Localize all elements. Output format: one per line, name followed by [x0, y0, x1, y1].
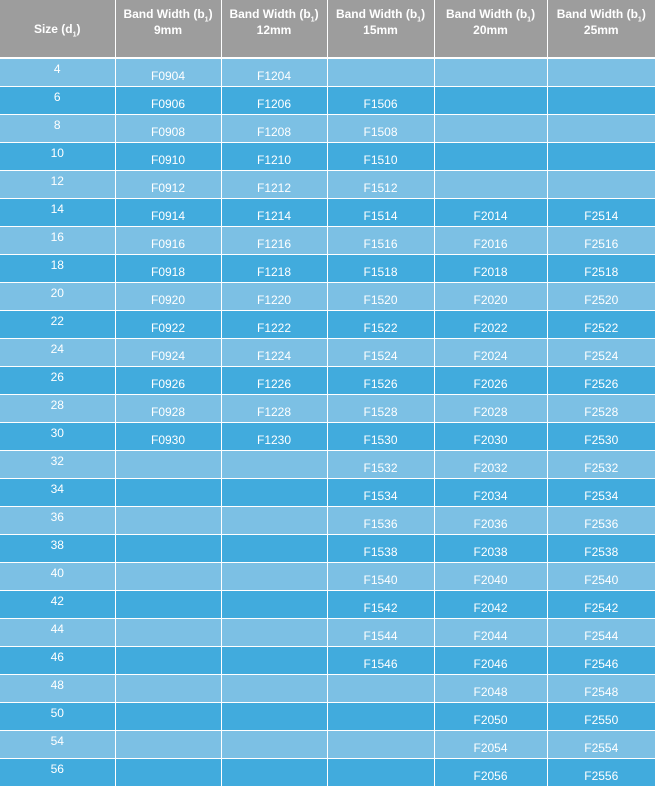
part-code-cell: F2526 [547, 367, 655, 395]
part-code-cell: F2048 [434, 675, 547, 703]
part-code-cell: F1534 [327, 479, 434, 507]
part-code-cell [115, 563, 221, 591]
part-code-cell: F2028 [434, 395, 547, 423]
part-code-cell: F2546 [547, 647, 655, 675]
part-code-cell: F1536 [327, 507, 434, 535]
table-row [0, 87, 655, 115]
part-code-cell: F2522 [547, 311, 655, 339]
part-code-cell: F2038 [434, 535, 547, 563]
part-code-cell [434, 143, 547, 171]
part-code-cell: F0904 [115, 59, 221, 87]
size-cell: 6 [0, 87, 115, 115]
part-code-cell [115, 591, 221, 619]
size-cell: 50 [0, 703, 115, 731]
size-cell: 40 [0, 563, 115, 591]
part-code-cell: F0922 [115, 311, 221, 339]
table-row [0, 367, 655, 395]
part-code-cell: F1224 [221, 339, 327, 367]
part-code-cell: F0916 [115, 227, 221, 255]
part-code-cell: F2548 [547, 675, 655, 703]
size-cell: 16 [0, 227, 115, 255]
part-code-cell [221, 563, 327, 591]
part-code-cell: F1228 [221, 395, 327, 423]
part-code-cell: F2026 [434, 367, 547, 395]
part-code-cell: F1512 [327, 171, 434, 199]
part-code-cell: F2556 [547, 759, 655, 787]
band-width-header-12mm: Band Width $(b_1)$ 12mm [221, 0, 327, 57]
part-code-cell: F2540 [547, 563, 655, 591]
part-code-cell [115, 479, 221, 507]
part-code-cell: F2034 [434, 479, 547, 507]
size-cell: 48 [0, 675, 115, 703]
part-code-cell [327, 703, 434, 731]
part-code-cell: F2036 [434, 507, 547, 535]
size-cell: 56 [0, 759, 115, 787]
size-cell: 28 [0, 395, 115, 423]
part-code-cell [115, 535, 221, 563]
table-row [0, 703, 655, 731]
part-code-cell [221, 675, 327, 703]
table-row [0, 731, 655, 759]
part-code-cell [327, 759, 434, 787]
part-code-cell [115, 759, 221, 787]
part-code-cell: F2534 [547, 479, 655, 507]
part-code-cell [547, 87, 655, 115]
part-code-cell: F2044 [434, 619, 547, 647]
size-cell: 18 [0, 255, 115, 283]
part-code-cell: F0920 [115, 283, 221, 311]
size-cell: 38 [0, 535, 115, 563]
part-code-cell: F0926 [115, 367, 221, 395]
part-code-cell [327, 731, 434, 759]
table-row [0, 647, 655, 675]
table-row [0, 591, 655, 619]
part-code-cell: F2516 [547, 227, 655, 255]
size-cell: 36 [0, 507, 115, 535]
part-code-cell [221, 591, 327, 619]
part-code-cell: F2538 [547, 535, 655, 563]
table-header [0, 0, 655, 57]
size-cell: 54 [0, 731, 115, 759]
part-code-cell: F1220 [221, 283, 327, 311]
part-code-cell: F2032 [434, 451, 547, 479]
size-cell: 4 [0, 59, 115, 87]
part-code-cell [434, 87, 547, 115]
table-row [0, 395, 655, 423]
part-code-cell: F2046 [434, 647, 547, 675]
size-column-header: Size $(d_1)$ [0, 0, 115, 57]
part-code-cell: F2528 [547, 395, 655, 423]
part-code-cell: F0924 [115, 339, 221, 367]
part-code-cell [547, 59, 655, 87]
part-code-cell [115, 647, 221, 675]
part-code-cell: F2018 [434, 255, 547, 283]
part-code-cell: F1206 [221, 87, 327, 115]
part-code-cell: F2518 [547, 255, 655, 283]
part-code-cell: F2030 [434, 423, 547, 451]
part-code-cell: F2542 [547, 591, 655, 619]
part-code-cell: F0908 [115, 115, 221, 143]
table-row [0, 59, 655, 87]
part-code-cell: F0918 [115, 255, 221, 283]
band-width-header-9mm: Band Width $(b_1)$ 9mm [115, 0, 221, 57]
part-code-cell: F2554 [547, 731, 655, 759]
part-code-cell: F1214 [221, 199, 327, 227]
part-code-cell: F2550 [547, 703, 655, 731]
part-code-cell [221, 647, 327, 675]
part-code-cell: F1210 [221, 143, 327, 171]
part-code-cell: F1516 [327, 227, 434, 255]
part-code-cell: F1546 [327, 647, 434, 675]
part-code-cell [221, 759, 327, 787]
part-code-cell: F1510 [327, 143, 434, 171]
table-row [0, 619, 655, 647]
part-code-cell [547, 171, 655, 199]
part-code-cell: F2050 [434, 703, 547, 731]
table-row [0, 675, 655, 703]
part-code-cell [115, 507, 221, 535]
table-row [0, 423, 655, 451]
table-row [0, 479, 655, 507]
part-code-cell: F1514 [327, 199, 434, 227]
table-row [0, 311, 655, 339]
size-cell: 42 [0, 591, 115, 619]
part-code-cell: F2520 [547, 283, 655, 311]
part-code-cell: F0912 [115, 171, 221, 199]
part-code-cell: F2514 [547, 199, 655, 227]
part-code-cell: F1506 [327, 87, 434, 115]
part-code-cell [115, 731, 221, 759]
part-code-cell [115, 619, 221, 647]
table-row [0, 507, 655, 535]
band-width-header-15mm: Band Width $(b_1)$ 15mm [327, 0, 434, 57]
part-code-cell: F2022 [434, 311, 547, 339]
table-row [0, 143, 655, 171]
size-cell: 22 [0, 311, 115, 339]
size-cell: 8 [0, 115, 115, 143]
part-code-cell [221, 619, 327, 647]
part-code-cell: F2544 [547, 619, 655, 647]
table-row [0, 255, 655, 283]
table-row [0, 451, 655, 479]
part-code-cell [327, 675, 434, 703]
part-code-cell [115, 703, 221, 731]
part-code-cell: F2042 [434, 591, 547, 619]
table-row [0, 227, 655, 255]
band-width-header-20mm: Band Width $(b_1)$ 20mm [434, 0, 547, 57]
size-cell: 30 [0, 423, 115, 451]
part-code-cell [327, 59, 434, 87]
part-code-cell [547, 143, 655, 171]
part-code-cell [221, 535, 327, 563]
part-code-cell: F1226 [221, 367, 327, 395]
part-code-cell [115, 451, 221, 479]
part-code-cell: F0906 [115, 87, 221, 115]
part-code-cell [221, 507, 327, 535]
part-code-cell: F0930 [115, 423, 221, 451]
size-cell: 24 [0, 339, 115, 367]
part-code-cell: F2014 [434, 199, 547, 227]
part-code-cell [434, 171, 547, 199]
table-row [0, 283, 655, 311]
part-code-cell: F1542 [327, 591, 434, 619]
part-code-cell: F1518 [327, 255, 434, 283]
table-body [0, 57, 655, 787]
part-code-cell [434, 59, 547, 87]
part-code-cell: F0928 [115, 395, 221, 423]
table-row [0, 115, 655, 143]
part-code-cell [221, 451, 327, 479]
part-code-cell: F1204 [221, 59, 327, 87]
part-code-cell: F0914 [115, 199, 221, 227]
part-code-cell: F1222 [221, 311, 327, 339]
part-code-cell: F1212 [221, 171, 327, 199]
part-code-cell: F1208 [221, 115, 327, 143]
part-code-cell [434, 115, 547, 143]
part-code-cell [547, 115, 655, 143]
part-code-cell: F2020 [434, 283, 547, 311]
part-code-cell: F1218 [221, 255, 327, 283]
size-cell: 46 [0, 647, 115, 675]
part-code-cell: F0910 [115, 143, 221, 171]
table-row [0, 339, 655, 367]
table-row [0, 171, 655, 199]
part-code-cell: F1532 [327, 451, 434, 479]
part-code-cell: F1526 [327, 367, 434, 395]
table-row [0, 535, 655, 563]
part-code-cell: F1522 [327, 311, 434, 339]
part-code-cell: F1544 [327, 619, 434, 647]
part-code-cell: F1524 [327, 339, 434, 367]
size-cell: 26 [0, 367, 115, 395]
part-code-cell: F2016 [434, 227, 547, 255]
table-row [0, 563, 655, 591]
part-code-cell: F2054 [434, 731, 547, 759]
part-code-cell: F2024 [434, 339, 547, 367]
table-row [0, 199, 655, 227]
part-code-cell: F1540 [327, 563, 434, 591]
size-cell: 14 [0, 199, 115, 227]
part-code-cell [115, 675, 221, 703]
size-cell: 44 [0, 619, 115, 647]
part-code-cell: F2056 [434, 759, 547, 787]
part-code-cell: F1528 [327, 395, 434, 423]
part-code-cell: F2532 [547, 451, 655, 479]
band-width-header-25mm: Band Width $(b_1)$ 25mm [547, 0, 655, 57]
part-code-cell: F1520 [327, 283, 434, 311]
part-code-cell [221, 479, 327, 507]
part-code-cell: F1508 [327, 115, 434, 143]
size-cell: 10 [0, 143, 115, 171]
part-code-cell: F1530 [327, 423, 434, 451]
part-code-cell: F2040 [434, 563, 547, 591]
size-cell: 20 [0, 283, 115, 311]
part-code-cell: F2536 [547, 507, 655, 535]
size-cell: 34 [0, 479, 115, 507]
part-code-cell: F1216 [221, 227, 327, 255]
part-code-cell: F1538 [327, 535, 434, 563]
size-cell: 12 [0, 171, 115, 199]
part-code-cell [221, 703, 327, 731]
size-cell: 32 [0, 451, 115, 479]
part-code-cell: F1230 [221, 423, 327, 451]
part-code-cell: F2530 [547, 423, 655, 451]
part-code-cell [221, 731, 327, 759]
part-code-cell: F2524 [547, 339, 655, 367]
table-row [0, 759, 655, 787]
